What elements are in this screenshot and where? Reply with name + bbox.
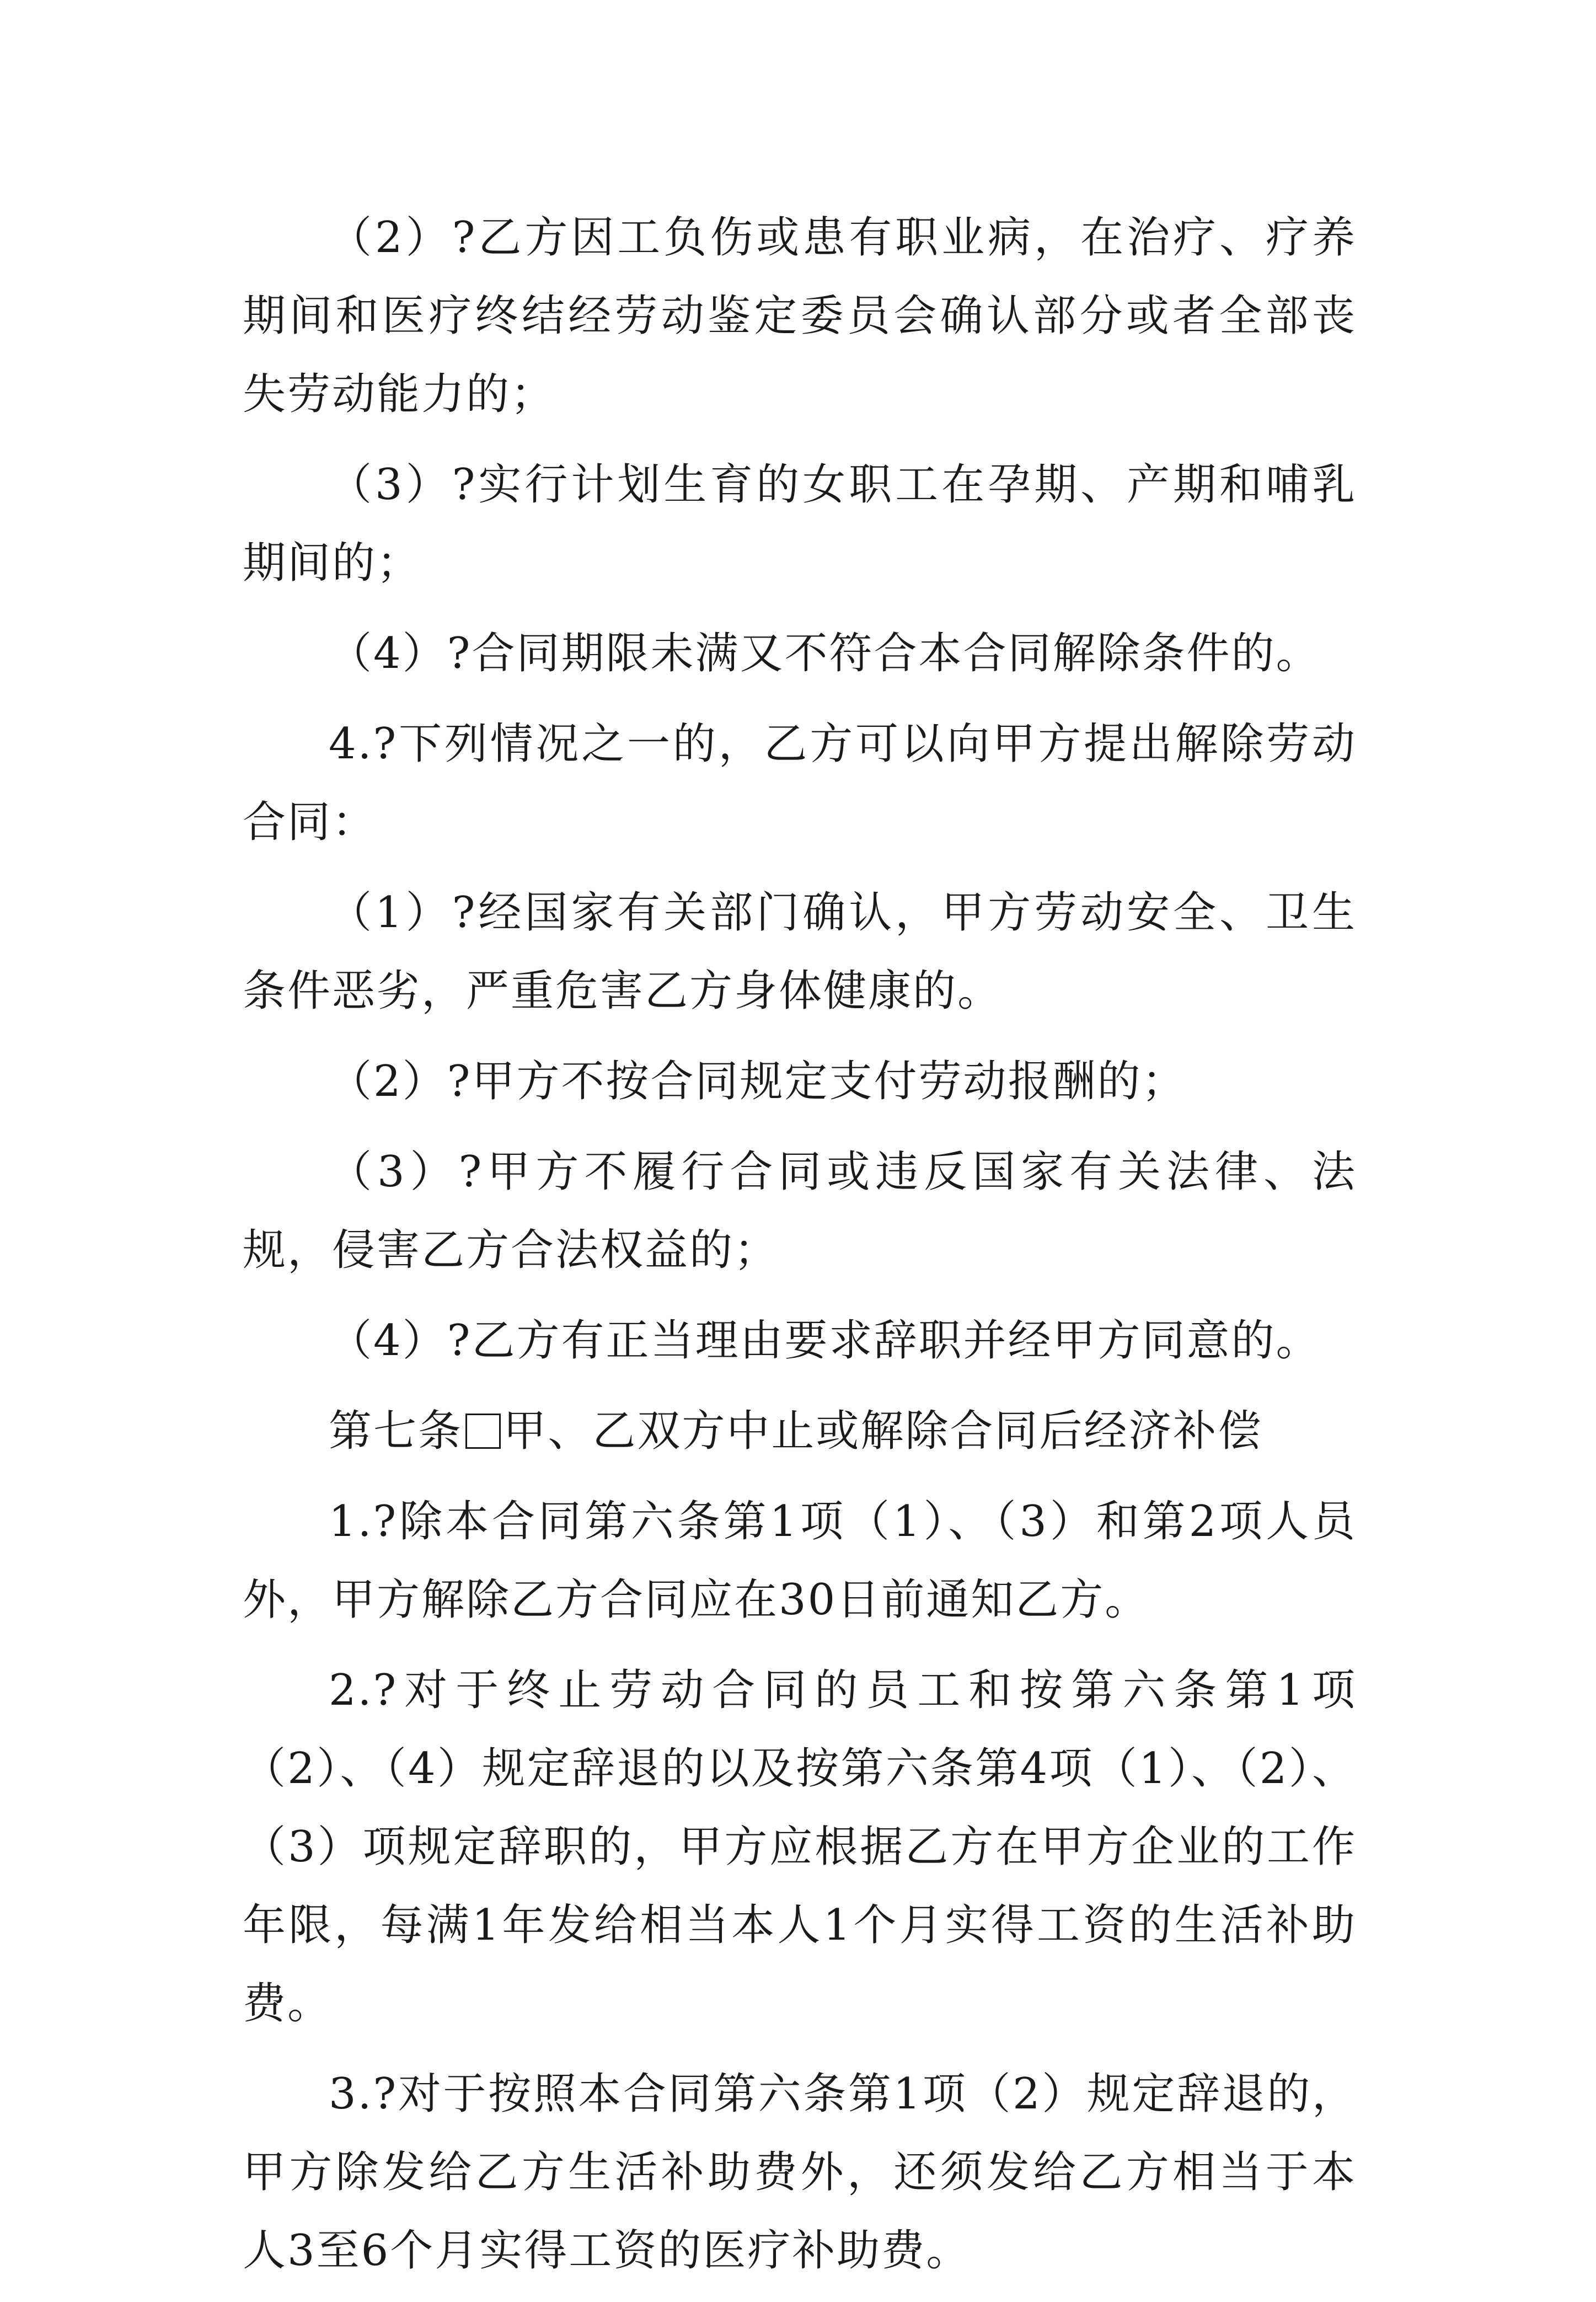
- document-body: [243, 199, 1357, 2302]
- article-paragraph-2: 2.?对于终止劳动合同的员工和按第六条第1项（2）、（4）规定辞退的以及按第六条第4项（1）、（2）、（3）项规定辞职的，甲方应根据乙方在甲方企业的工作年限，每满1年发给相当本人1个月实得工资的生活补助费。: [243, 1666, 1357, 2028]
- article-heading-title: 甲、乙双方中止或解除合同后经济补偿: [503, 1406, 1263, 1456]
- article-heading: [243, 1392, 1357, 1470]
- article-paragraph-1: 1.?除本合同第六条第1项（1）、（3）和第2项人员外，甲方解除乙方合同应在30日前通知乙方。: [243, 1497, 1357, 1625]
- paragraph-subclause-3: （3）?甲方不履行合同或违反国家有关法律、法规，侵害乙方合法权益的；: [243, 1147, 1357, 1275]
- article-heading-label: 第七条: [329, 1406, 463, 1456]
- article-paragraph-3: 3.?对于按照本合同第六条第1项（2）规定辞退的，甲方除发给乙方生活补助费外，还须发给乙方相当于本人3至6个月实得工资的医疗补助费。: [243, 2069, 1357, 2276]
- paragraph-clause-3: （3）?实行计划生育的女职工在孕期、产期和哺乳期间的；: [243, 460, 1357, 588]
- paragraph-clause-4: （4）?合同期限未满又不符合本合同解除条件的。: [329, 629, 1321, 678]
- paragraph-item-4: 4.?下列情况之一的，乙方可以向甲方提出解除劳动合同：: [243, 719, 1357, 847]
- paragraph-subclause-1: （1）?经国家有关部门确认，甲方劳动安全、卫生条件恶劣，严重危害乙方身体健康的。: [243, 888, 1357, 1016]
- missing-glyph-box-icon: [465, 1414, 501, 1449]
- paragraph-clause-2: （2）?乙方因工负伤或患有职业病，在治疗、疗养期间和医疗终结经劳动鉴定委员会确认部分或者全部丧失劳动能力的；: [243, 213, 1357, 419]
- paragraph-subclause-4: （4）?乙方有正当理由要求辞职并经甲方同意的。: [329, 1316, 1321, 1366]
- paragraph-subclause-2: （2）?甲方不按合同规定支付劳动报酬的；: [329, 1057, 1187, 1106]
